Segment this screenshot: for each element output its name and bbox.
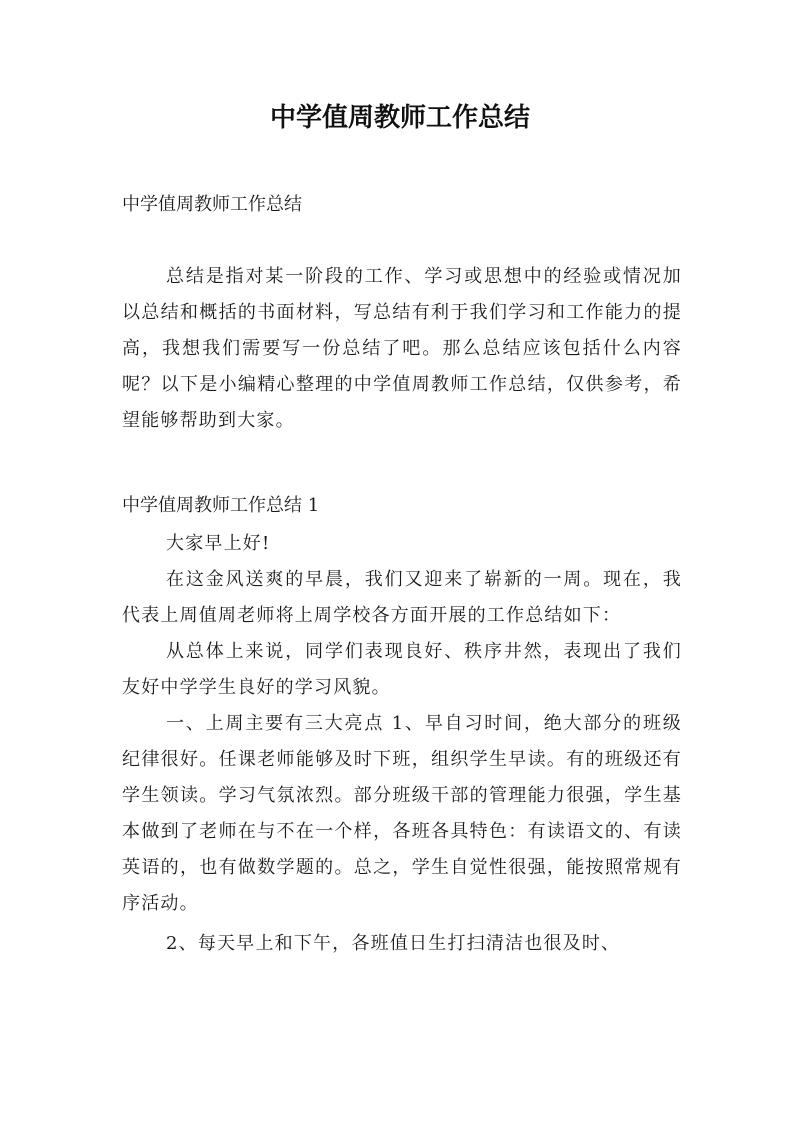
body-paragraph: 一、上周主要有三大亮点 1、早自习时间，绝大部分的班级纪律很好。任课老师能够及时下班，组织学生早读。有的班级还有学生领读。学习气氛浓烈。部分班级干部的管理能力很强，学生基本做到了老师在与不在一个样，各班各具特色：有读语文的、有读英语的，也有做数学题的。总之，学生自觉性很强，能按照常规有序活动。 xyxy=(122,713,682,914)
body-paragraph: 2、每天早上和下午，各班值日生打扫清洁也很及时、 xyxy=(166,933,621,954)
document-title: 中学值周教师工作总结 xyxy=(269,103,530,133)
document-subtitle: 中学值周教师工作总结 xyxy=(122,194,302,215)
greeting-paragraph: 大家早上好! xyxy=(166,533,271,554)
body-paragraph: 在这金风送爽的早晨，我们又迎来了崭新的一周。现在，我代表上周值周老师将上周学校各方面开展的工作总结如下： xyxy=(122,569,682,626)
intro-paragraph: 总结是指对某一阶段的工作、学习或思想中的经验或情况加以总结和概括的书面材料，写总结有利于我们学习和工作能力的提高，我想我们需要写一份总结了吧。那么总结应该包括什么内容呢？以下是小编精心整理的中学值周教师工作总结，仅供参考，希望能够帮助到大家。 xyxy=(122,266,682,431)
body-paragraph: 从总体上来说，同学们表现良好、秩序井然，表现出了我们友好中学学生良好的学习风貌。 xyxy=(122,641,682,698)
section-body xyxy=(122,526,682,962)
section-heading: 中学值周教师工作总结 1 xyxy=(122,495,320,516)
